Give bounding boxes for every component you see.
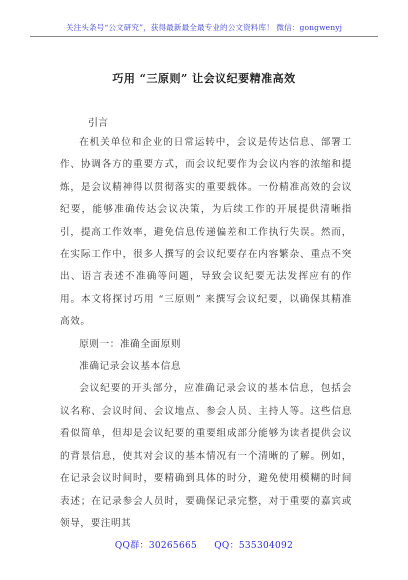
footer-qq: QQ：535304092 xyxy=(214,541,294,551)
document-body xyxy=(60,132,352,535)
sub-heading: 准确记录会议基本信息 xyxy=(79,361,182,373)
intro-heading: 引言 xyxy=(88,118,108,129)
header-note: 关注头条号“公文研究”，获得最新最全最专业的公文资料库！ 微信：gongwenyj xyxy=(65,23,343,32)
footer-contact xyxy=(0,538,408,551)
header-divider xyxy=(30,36,378,37)
intro-paragraph: 在机关单位和企业的日常运转中，会议是传达信息、部署工作、协调各方的重要方式，而会议纪要作为会议内容的浓缩和提炼，是会议精神得以贯彻落实的重要载体。一份精准高效的会议纪要，能够准确传达会议决策，为后续工作的开展提供清晰指引，提高工作效率，避免信息传递偏差和工作执行失误。然而，在实际工作中，很多人撰写的会议纪要存在内容繁杂、重点不突出、语言表述不准确等问题，导致会议纪要无法发挥应有的作用。本文将探讨巧用 “三原则” 来撰写会议纪要，以确保其精准高效。 xyxy=(60,137,352,328)
principle-heading: 原则一：准确全面原则 xyxy=(79,338,182,350)
body-paragraph: 会议纪要的开头部分，应准确记录会议的基本信息，包括会议名称、会议时间、会议地点、参会人员、主持人等。这些信息看似简单，但却是会议纪要的重要组成部分能够为读者提供会议的背景信息，使其对会议的基本情况有一个清晰的了解。例如，在记录会议时间时，要精确到具体的时分，避免使用模糊的时间表述；在记录参会人员时，要确保记录完整，对于重要的嘉宾或领导，要注明其 xyxy=(60,383,352,529)
footer-qq-group: QQ群：30265665 xyxy=(114,541,198,551)
document-title: 巧用 “三原则” 让会议纪要精准高效 xyxy=(112,72,296,85)
